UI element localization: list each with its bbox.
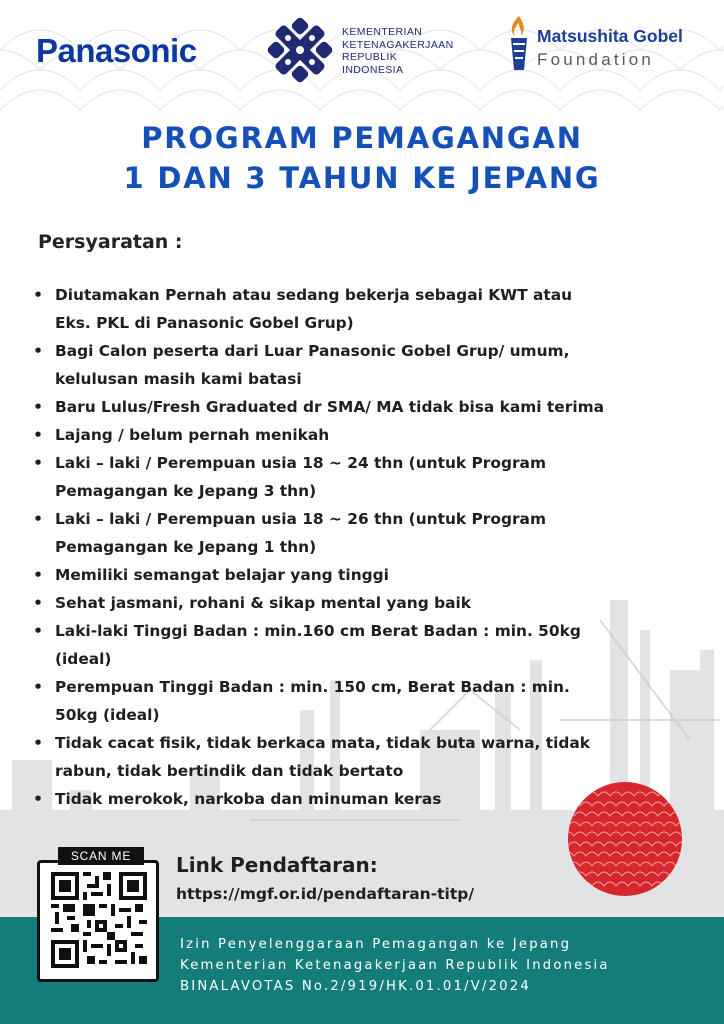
red-sun-pattern-icon [568,782,682,896]
foundation-subtitle: Foundation [537,50,655,69]
bullet-icon: • [33,678,43,696]
list-item: • Baru Lulus/Fresh Graduated dr SMA/ MA tidak bisa kami terima [33,393,693,421]
registration-heading: Link Pendaftaran: [176,853,378,877]
registration-link[interactable]: https://mgf.or.id/pendaftaran-titp/ [176,885,475,903]
panasonic-logo: Panasonic [36,32,197,69]
list-item: • Bagi Calon peserta dari Luar Panasonic Gobel Grup/ umum, kelulusan masih kami batasi [33,337,693,393]
list-item: • Tidak cacat fisik, tidak berkaca mata, tidak buta warna, tidak rabun, tidak bertindik dan tidak bertato [33,729,693,785]
bullet-icon: • [33,454,43,472]
bullet-icon: • [33,286,43,304]
title-line-2: 1 DAN 3 TAHUN KE JEPANG [123,161,601,195]
list-item: • Laki-laki Tinggi Badan : min.160 cm Berat Badan : min. 50kg (ideal) [33,617,693,673]
bullet-icon: • [33,734,43,752]
bullet-icon: • [33,426,43,444]
bullet-icon: • [33,510,43,528]
bullet-icon: • [33,594,43,612]
list-item: • Lajang / belum pernah menikah [33,421,693,449]
requirements-heading: Persyaratan : [38,231,183,253]
foundation-name: Matsushita Gobel [537,26,683,46]
page-title [0,118,724,198]
list-item: • Diutamakan Pernah atau sedang bekerja sebagai KWT atau Eks. PKL di Panasonic Gobel Grup) [33,281,693,337]
bullet-icon: • [33,342,43,360]
list-item: • Sehat jasmani, rohani & sikap mental yang baik [33,589,693,617]
bullet-icon: • [33,398,43,416]
torch-icon [506,14,532,72]
list-item: • Memiliki semangat belajar yang tinggi [33,561,693,589]
list-item: • Laki – laki / Perempuan usia 18 ~ 24 thn (untuk Program Pemagangan ke Jepang 3 thn) [33,449,693,505]
permit-info: Izin Penyelenggaraan Pemagangan ke Jepang Kementerian Ketenagakerjaan Republik Indonesia BINALAVOTAS No.2/919/HK.01.01/V/2024 [180,937,610,994]
ministry-name: KEMENTERIAN KETENAGAKERJAAN REPUBLIK INDONESIA [342,26,454,76]
kemnaker-emblem-icon [266,16,334,84]
bullet-icon: • [33,622,43,640]
bullet-icon: • [33,790,43,808]
list-item: • Tidak merokok, narkoba dan minuman keras [33,785,693,813]
qr-code-icon [51,872,147,968]
requirements-list [33,281,693,813]
list-item: • Perempuan Tinggi Badan : min. 150 cm, Berat Badan : min. 50kg (ideal) [33,673,693,729]
bullet-icon: • [33,566,43,584]
scan-me-label: SCAN ME [58,847,144,865]
title-line-1: PROGRAM PEMAGANGAN [141,121,583,155]
list-item: • Laki – laki / Perempuan usia 18 ~ 26 thn (untuk Program Pemagangan ke Jepang 1 thn) [33,505,693,561]
qr-code[interactable] [37,860,159,982]
